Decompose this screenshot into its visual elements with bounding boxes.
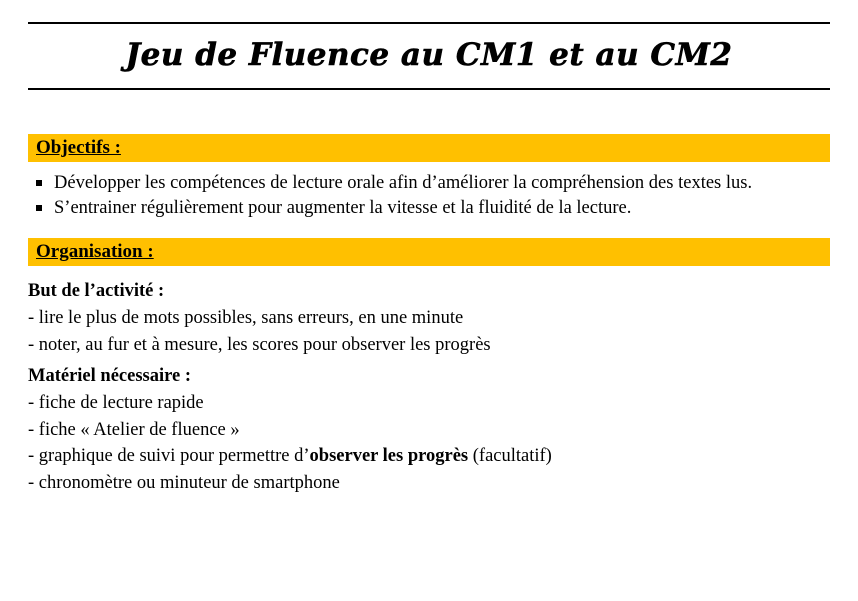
list-item-text: S’entrainer régulièrement pour augmenter la vitesse et la fluidité de la lecture.	[54, 197, 632, 218]
title-block	[28, 22, 830, 90]
list-item	[28, 172, 830, 196]
section-heading-organisation	[28, 238, 830, 266]
objectifs-list	[28, 172, 830, 220]
text-line: - noter, au fur et à mesure, les scores pour observer les progrès	[28, 335, 491, 356]
page-title: Jeu de Fluence au CM1 et au CM2	[125, 37, 733, 73]
document-page	[0, 22, 858, 601]
section-objectifs-body	[28, 162, 830, 220]
text-bold: observer les progrès	[309, 446, 469, 467]
bullet-square-icon	[36, 180, 42, 186]
text-line-graphique	[28, 443, 830, 470]
text-line: - chronomètre ou minuteur de smartphone	[28, 473, 340, 494]
bullet-square-icon	[36, 205, 42, 211]
section-organisation-body	[28, 266, 830, 497]
text-line: - fiche de lecture rapide	[28, 392, 204, 413]
list-item-text: Développer les compétences de lecture orale afin d’améliorer la compréhension des textes lus.	[54, 173, 753, 194]
text-line: - lire le plus de mots possibles, sans erreurs, en une minute	[28, 308, 464, 329]
text-line: - fiche « Atelier de fluence »	[28, 419, 240, 440]
section-heading-objectifs-label: Objectifs :	[36, 137, 121, 159]
subheading-materiel-necessaire: Matériel nécessaire :	[28, 365, 191, 386]
text-pre: - graphique de suivi pour permettre d’	[28, 446, 310, 467]
list-item	[28, 197, 830, 221]
section-heading-organisation-label: Organisation :	[36, 241, 154, 263]
subheading-but-activite: But de l’activité :	[28, 281, 165, 302]
text-post: (facultatif)	[468, 446, 552, 467]
section-heading-objectifs	[28, 134, 830, 162]
